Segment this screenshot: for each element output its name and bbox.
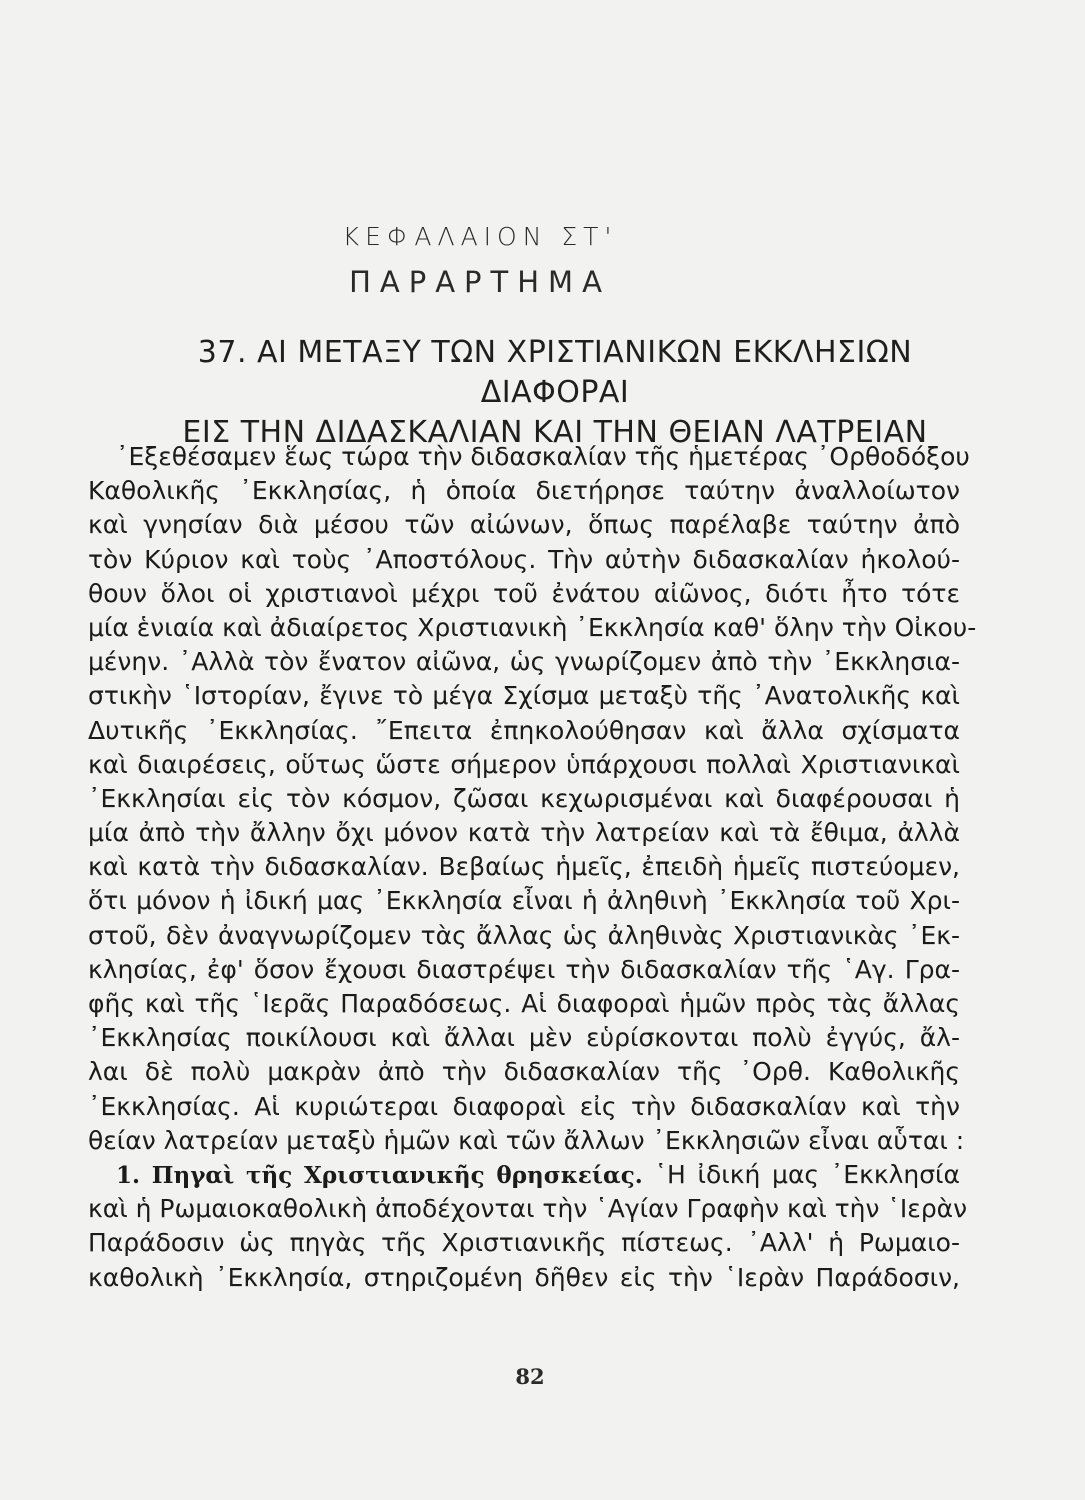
point-1-heading: 1. Πηγαὶ τῆς Χριστιανικῆς θρησκείας. bbox=[116, 1161, 643, 1189]
text-line: Παράδοσιν ὡς πηγὰς τῆς Χριστιανικῆς πίστεως. ᾿Αλλ' ἡ Ρωμαιο- bbox=[88, 1228, 960, 1258]
text-line: ᾿Εκκλησίαι εἰς τὸν κόσμον, ζῶσαι κεχωρισμέναι καὶ διαφέρουσαι ἡ bbox=[88, 783, 960, 813]
text-line: μία ἑνιαία καὶ ἀδιαίρετος Χριστιανικὴ ᾿Εκκλησία καθ' ὅλην τὴν Οἰκου- bbox=[88, 612, 977, 642]
section-heading bbox=[140, 333, 970, 453]
point-1-text: ῾Η ἰδική μας ᾿Εκκλησία bbox=[654, 1159, 960, 1189]
text-line: Καθολικῆς ᾿Εκκλησίας, ἡ ὁποία διετήρησε ταύτην ἀναλλοίωτον bbox=[88, 476, 960, 506]
page-number: 82 bbox=[515, 1364, 545, 1389]
section-heading-line-1: 37. ΑΙ ΜΕΤΑΞΥ ΤΩΝ ΧΡΙΣΤΙΑΝΙΚΩΝ ΕΚΚΛΗΣΙΩΝ ΔΙΑΦΟΡΑΙ bbox=[197, 335, 913, 410]
text-line: λαι δὲ πολὺ μακρὰν ἀπὸ τὴν διδασκαλίαν τῆς ᾿Ορθ. Καθολικῆς bbox=[88, 1057, 960, 1087]
text-line: φῆς καὶ τῆς ῾Ιερᾶς Παραδόσεως. Αἱ διαφοραὶ ἡμῶν πρὸς τὰς ἄλλας bbox=[88, 989, 960, 1018]
text-line: ᾿Εξεθέσαμεν ἕως τώρα τὴν διδασκαλίαν τῆς ἡμετέρας ᾿Ορθοδόξου bbox=[116, 442, 970, 471]
text-line: τὸν Κύριον καὶ τοὺς ᾿Αποστόλους. Τὴν αὐτὴν διδασκαλίαν ἠκολού- bbox=[88, 544, 960, 574]
text-line: ᾿Εκκλησίας. Αἱ κυριώτεραι διαφοραὶ εἰς τὴν διδασκαλίαν καὶ τὴν bbox=[88, 1091, 960, 1121]
text-line: καὶ κατὰ τὴν διδασκαλίαν. Βεβαίως ἡμεῖς, ἐπειδὴ ἡμεῖς πιστεύομεν, bbox=[88, 852, 960, 882]
text-line: κλησίας, ἐφ' ὅσον ἔχουσι διαστρέψει τὴν διδασκαλίαν τῆς ῾Αγ. Γρα- bbox=[88, 954, 960, 984]
text-line: στικὴν ῾Ιστορίαν, ἔγινε τὸ μέγα Σχίσμα μεταξὺ τῆς ᾿Ανατολικῆς καὶ bbox=[88, 681, 960, 711]
text-line: μένην. ᾿Αλλὰ τὸν ἔνατον αἰῶνα, ὡς γνωρίζομεν ἀπὸ τὴν ᾿Εκκλησια- bbox=[88, 647, 960, 677]
text-line: καθολικὴ ᾿Εκκλησία, στηριζομένη δῆθεν εἰς τὴν ῾Ιερὰν Παράδοσιν, bbox=[88, 1262, 960, 1292]
text-line: καὶ γνησίαν διὰ μέσου τῶν αἰώνων, ὅπως παρέλαβε ταύτην ἀπὸ bbox=[88, 510, 960, 540]
text-line: ὅτι μόνον ἡ ἰδική μας ᾿Εκκλησία εἶναι ἡ ἀληθινὴ ᾿Εκκλησία τοῦ Χρι- bbox=[88, 886, 960, 916]
text-line: θουν ὅλοι οἱ χριστιανοὶ μέχρι τοῦ ἐνάτου αἰῶνος, διότι ἦτο τότε bbox=[88, 578, 960, 608]
chapter-title: ΠΑΡΑΡΤΗΜΑ bbox=[349, 265, 611, 299]
text-line: μία ἀπὸ τὴν ἄλλην ὄχι μόνον κατὰ τὴν λατρείαν καὶ τὰ ἔθιμα, ἀλλὰ bbox=[88, 818, 960, 848]
text-line: καὶ διαιρέσεις, οὕτως ὥστε σήμερον ὑπάρχουσι πολλαὶ Χριστιανικαὶ bbox=[88, 749, 960, 779]
text-line: στοῦ, δὲν ἀναγνωρίζομεν τὰς ἄλλας ὡς ἀληθινὰς Χριστιανικὰς ᾿Εκ- bbox=[88, 920, 960, 950]
section-heading-line-2: ΕΙΣ ΤΗΝ ΔΙΔΑΣΚΑΛΙΑΝ ΚΑΙ ΤΗΝ ΘΕΙΑΝ ΛΑΤΡΕΙΑΝ bbox=[182, 415, 928, 450]
text-line: θείαν λατρείαν μεταξὺ ἡμῶν καὶ τῶν ἄλλων ᾿Εκκλησιῶν εἶναι αὗται : bbox=[88, 1125, 965, 1155]
text-line: Δυτικῆς ᾿Εκκλησίας. ῎Επειτα ἐπηκολούθησαν καὶ ἄλλα σχίσματα bbox=[88, 715, 960, 745]
text-line: ᾿Εκκλησίας ποικίλουσι καὶ ἄλλαι μὲν εὑρίσκονται πολὺ ἐγγύς, ἄλ- bbox=[88, 1023, 960, 1053]
chapter-label: ΚΕΦΑΛΑΙΟΝ ΣΤ' bbox=[342, 222, 618, 251]
body-text bbox=[88, 440, 977, 1295]
point-1-line bbox=[88, 1158, 960, 1192]
text-line: καὶ ἡ Ρωμαιοκαθολικὴ ἀποδέχονται τὴν ῾Αγίαν Γραφὴν καὶ τὴν ῾Ιερὰν bbox=[88, 1194, 968, 1224]
